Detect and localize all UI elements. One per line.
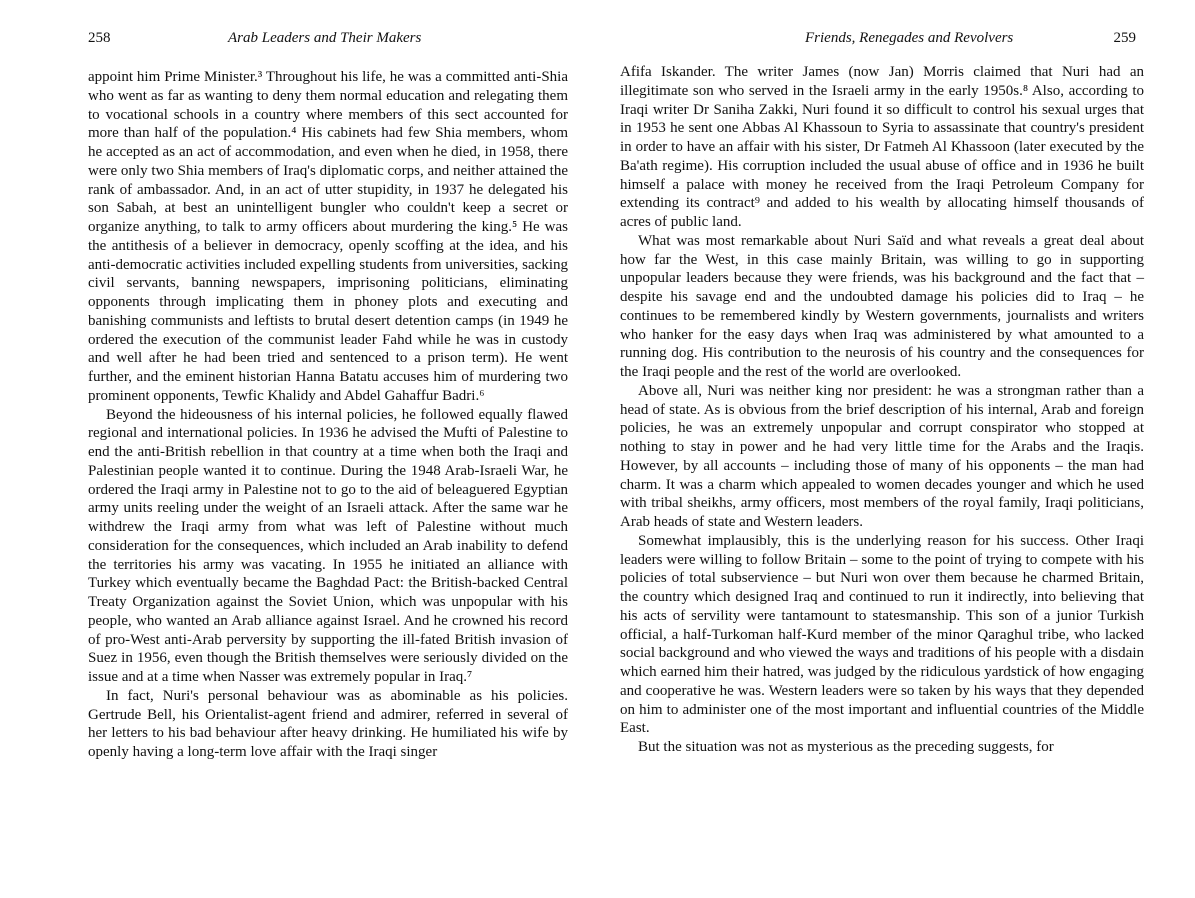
right-page-body [620, 63, 1144, 757]
left-page-header [88, 30, 568, 52]
paragraph: appoint him Prime Minister.³ Throughout his life, he was a committed anti-Shia who went as far as wanting to deny them normal education and relegating them to vocational schools in a country where members of this sect accounted for more than half of the population.⁴ His cabinets had few Shia members, whom he accepted as an act of accommodation, and even when he died, in 1958, there were only two Shia members of Iraq's diplomatic corps, and neither attained the rank of ambassador. And, in an act of utter stupidity, in 1937 he delegated his son Sabah, at best an unintelligent bungler who couldn't keep a secret or organize anything, to talk to army officers about murdering the king.⁵ He was the antithesis of a believer in democracy, openly scoffing at the idea, and his anti-democratic activities included expelling students from universities, sacking civil servants, banning newspapers, imprisoning politicians, eliminating opponents through implicating them in phoney plots and executing and banishing communists and leftists to brutal desert detention camps (in 1949 he ordered the execution of the communist leader Fahd while he was in custody and well after he had been tried and sentenced to a prison term). He went further, and the eminent historian Hanna Batatu accuses him of murdering two prominent opponents, Tewfic Khalidy and Abdel Gahaffur Badri.⁶ [88, 69, 568, 404]
paragraph: In fact, Nuri's personal behaviour was as abominable as his policies. Gertrude Bell, his Orientalist-agent friend and admirer, referred in several of her letters to his bad behaviour after heavy drinking. He humiliated his wife by openly having a long-term love affair with the Iraqi singer [88, 687, 568, 760]
right-page [620, 0, 1144, 898]
running-title: Friends, Renegades and Revolvers [805, 30, 1014, 46]
paragraph: Afifa Iskander. The writer James (now Jan) Morris claimed that Nuri had an illegitimate son who served in the Israeli army in the early 1950s.⁸ Also, according to Iraqi writer Dr Saniha Zakki, Nuri found it so difficult to control his sexual urges that in 1953 he sent one Abbas Al Khassoun to Syria to assassinate that country's president in order to have an affair with his sister, Dr Fatmeh Al Khassoon (later executed by the Ba'ath regime). His corruption included the usual abuse of office and in 1936 he built himself a palace with money he received from the Iraqi Petroleum Company for extending its contract⁹ and added to his wealth by allocating himself thousands of acres of public land. [620, 64, 1144, 230]
paragraph: Beyond the hideousness of his internal policies, he followed equally flawed regional and international policies. In 1936 he advised the Mufti of Palestine to end the anti-British rebellion in that country at a time when both the Iraqi and Palestinian people wanted it to continue. During the 1948 Arab-Israeli War, he ordered the Iraqi army in Palestine not to go to the aid of beleaguered Egyptian army units reeling under the weight of an Israeli attack. After the same war he withdrew the Iraqi army from what was left of Palestine without much consideration for the consequences, which included an Arab inability to defend the territories his army was vacating. In 1955 he initiated an alliance with Turkey which eventually became the Baghdad Pact: the British-backed Central Treaty Organization against the Soviet Union, which was unpopular with his people, who wanted an Arab alliance against Israel. And he crowned his record of pro-West anti-Arab perversity by supporting the ill-fated British invasion of Suez in 1956, even though the British themselves were seriously divided on the issue and at a time when Nasser was extremely popular in Iraq.⁷ [88, 406, 568, 685]
left-page [88, 0, 568, 898]
page-number: 259 [1113, 30, 1136, 46]
right-page-header [620, 30, 1144, 52]
paragraph: But the situation was not as mysterious as the preceding suggests, for [638, 739, 1054, 755]
page-number: 258 [88, 30, 111, 46]
left-page-body [88, 68, 568, 762]
paragraph: Above all, Nuri was neither king nor president: he was a strongman rather than a head of state. As is obvious from the brief description of his internal, Arab and foreign policies, he was an extremely unpopular and corrupt conspirator who stopped at nothing to stay in power and he had very little time for the Arabs and the Iraqis. However, by all accounts – including those of many of his opponents – the man had charm. It was a charm which appealed to women decades younger and which he used with tribal sheikhs, army officers, most members of the royal family, Iraqi politicians, Arab heads of state and Western leaders. [620, 382, 1144, 530]
paragraph: What was most remarkable about Nuri Saïd and what reveals a great deal about how far the West, in this case mainly Britain, was willing to go in supporting unpopular leaders because they were friends, was his background and the fact that – despite his savage end and the undoubted damage his policies did to Iraq – he continues to be remembered kindly by Western governments, journalists and writers who hanker for the easy days when Iraq was administered by what amounted to a running dog. His contribution to the neurosis of his country and the consequences for the Iraqi people and the rest of the world are overlooked. [620, 232, 1144, 380]
running-title: Arab Leaders and Their Makers [228, 30, 422, 46]
paragraph: Somewhat implausibly, this is the underlying reason for his success. Other Iraqi leaders were willing to follow Britain – some to the point of trying to compete with his policies of total subservience – but Nuri won over them because he charmed Britain, the country which designed Iraq and continued to run it indirectly, into believing that his acts of servility were tantamount to statesmanship. This son of a junior Turkish official, a half-Turkoman half-Kurd member of the minor Qaraghul tribe, who lacked social background and who viewed the ways and traditions of his people with a disdain which earned him their hatred, was judged by the ridiculous yardstick of how engaging and cooperative he was. Western leaders were so taken by his ways that they depended on him to administer one of the most important and influential countries of the Middle East. [620, 532, 1144, 737]
